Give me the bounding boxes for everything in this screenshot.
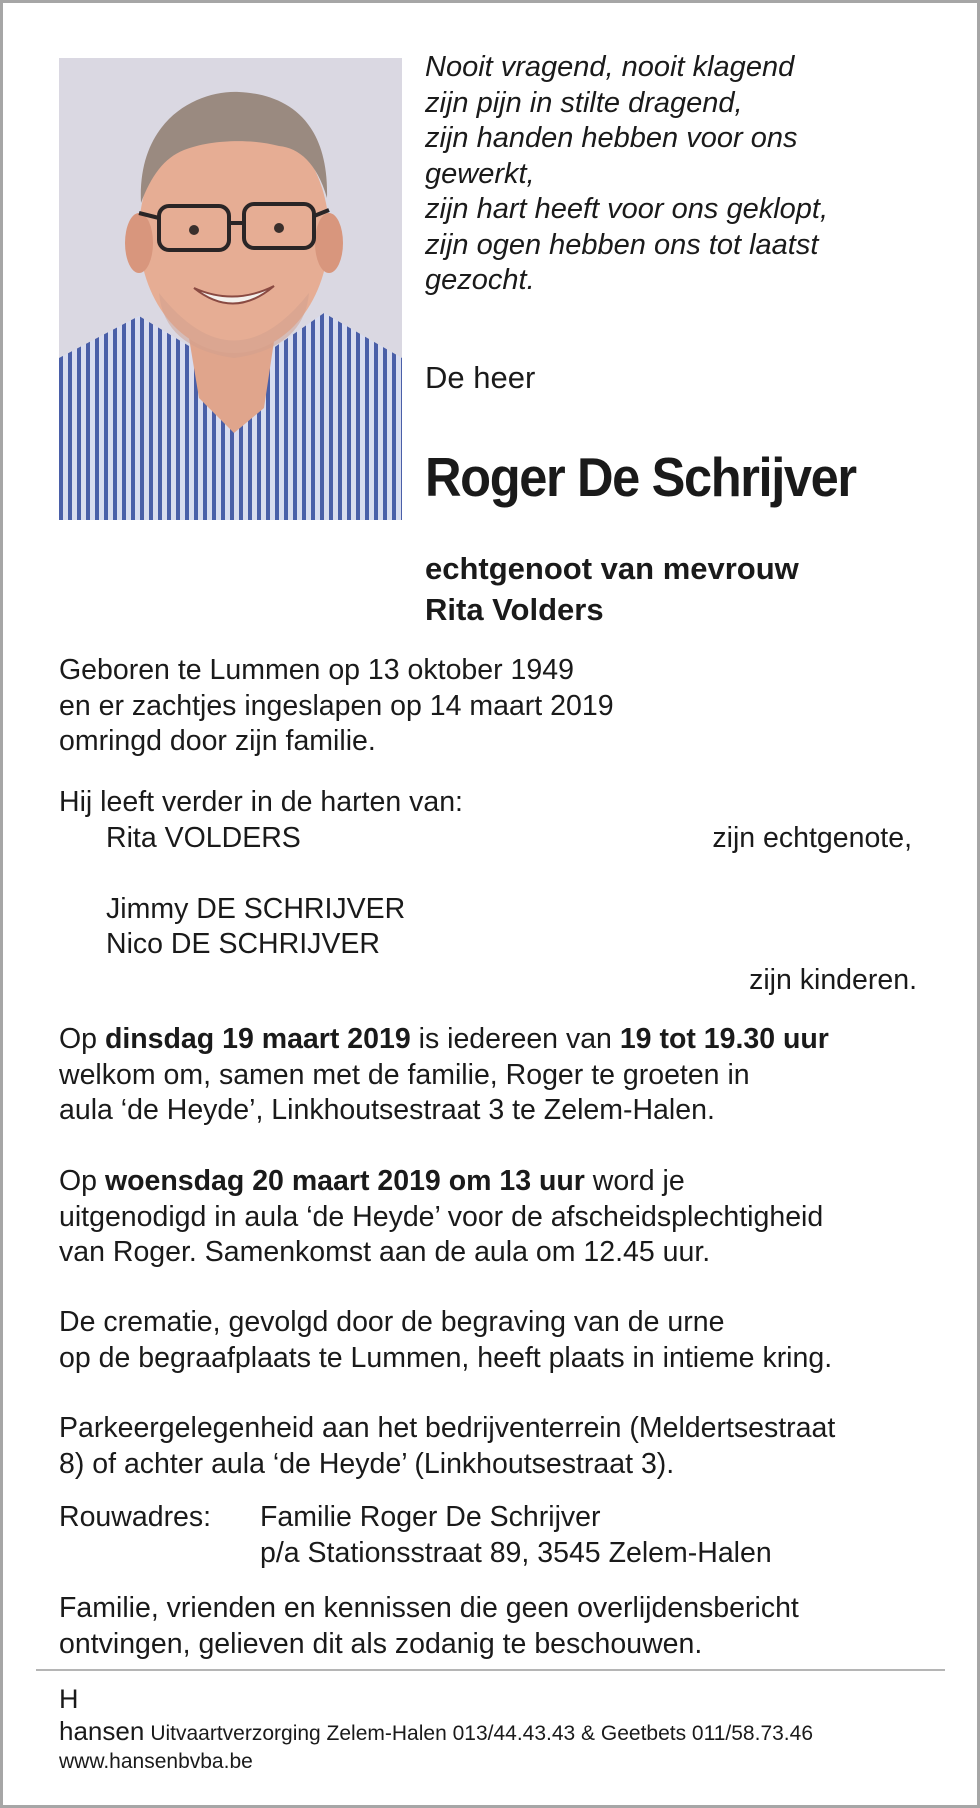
survivor-name: Jimmy DE SCHRIJVER xyxy=(106,892,406,925)
spouse-line: Rita Volders xyxy=(425,592,604,627)
text-line: uitgenodigd in aula ‘de Heyde’ voor de afscheidsplechtigheid xyxy=(59,1200,824,1233)
company-logo-mark: H xyxy=(59,1684,79,1714)
text-line xyxy=(59,1164,939,1200)
visitation-time: 19 tot 19.30 uur xyxy=(619,1023,829,1055)
company-details: Uitvaartverzorging Zelem-Halen 013/44.43.43 & Geetbets 011/58.73.46 xyxy=(150,1722,813,1745)
address-line: p/a Stationsstraat 89, 3545 Zelem-Halen xyxy=(260,1536,772,1569)
text-line: De crematie, gevolgd door de begraving van de urne xyxy=(59,1306,725,1338)
parking-paragraph xyxy=(59,1411,939,1482)
spacer-row xyxy=(59,856,939,892)
survivor-name: Rita VOLDERS xyxy=(106,821,301,854)
text-line: 8) of achter aula ‘de Heyde’ (Linkhoutsestraat 3). xyxy=(59,1447,675,1480)
text-fragment: is iedereen van xyxy=(410,1023,620,1055)
address-label: Rouwadres: xyxy=(59,1501,212,1533)
text-line: van Roger. Samenkomst aan de aula om 12.45 uur. xyxy=(59,1236,711,1268)
text-fragment: Op xyxy=(59,1165,105,1197)
poem-line: zijn handen hebben voor ons xyxy=(425,122,798,154)
poem-line: zijn pijn in stilte dragend, xyxy=(425,86,743,119)
survivor-role: zijn kinderen. xyxy=(749,963,917,996)
company-brand: hansen xyxy=(59,1716,145,1746)
spouse-line: echtgenoot van mevrouw xyxy=(425,551,799,586)
ceremony-paragraph xyxy=(59,1164,939,1271)
poem-line: Nooit vragend, nooit klagend xyxy=(425,51,795,83)
address-row xyxy=(59,1536,939,1572)
birth-paragraph xyxy=(59,653,939,760)
portrait-illustration xyxy=(59,58,402,520)
text-line: Geboren te Lummen op 13 oktober 1949 xyxy=(59,654,574,686)
honorific: De heer xyxy=(425,360,536,395)
company-website[interactable]: www.hansenbvba.be xyxy=(59,1750,253,1773)
survivor-row xyxy=(59,892,939,928)
text-line: Parkeergelegenheid aan het bedrijventerrein (Meldertsestraat xyxy=(59,1412,836,1444)
text-line: en er zachtjes ingeslapen op 14 maart 2019 xyxy=(59,689,614,722)
survivors-intro: Hij leeft verder in de harten van: xyxy=(59,786,463,818)
address-block xyxy=(59,1500,939,1571)
text-line: omringd door zijn familie. xyxy=(59,725,376,757)
survivor-row xyxy=(59,821,939,857)
poem-line: gezocht. xyxy=(425,264,535,296)
text-line: welkom om, samen met de familie, Roger te groeten in xyxy=(59,1058,750,1091)
text-line: Familie, vrienden en kennissen die geen overlijdensbericht xyxy=(59,1592,799,1624)
text-line: aula ‘de Heyde’, Linkhoutsestraat 3 te Zelem-Halen. xyxy=(59,1094,715,1126)
survivor-row xyxy=(59,963,939,999)
spouse-info xyxy=(425,548,799,630)
survivor-name: Nico DE SCHRIJVER xyxy=(106,928,380,960)
text-line: op de begraafplaats te Lummen, heeft plaats in intieme kring. xyxy=(59,1341,833,1374)
portrait-photo xyxy=(59,58,402,520)
text-fragment: word je xyxy=(584,1165,685,1197)
ceremony-datetime: woensdag 20 maart 2019 om 13 uur xyxy=(104,1165,585,1197)
closing-paragraph xyxy=(59,1591,939,1662)
text-line: ontvingen, gelieven dit als zodanig te beschouwen. xyxy=(59,1627,703,1660)
company-info xyxy=(59,1716,813,1747)
text-fragment: Op xyxy=(59,1023,105,1055)
address-line: Familie Roger De Schrijver xyxy=(260,1501,601,1533)
survivor-row xyxy=(59,927,939,963)
survivor-role: zijn echtgenote, xyxy=(712,821,912,854)
memorial-poem xyxy=(425,50,925,299)
poem-line: zijn hart heeft voor ons geklopt, xyxy=(425,193,829,225)
cremation-paragraph xyxy=(59,1305,939,1376)
visitation-date: dinsdag 19 maart 2019 xyxy=(104,1023,411,1055)
text-line xyxy=(59,1022,939,1058)
address-row xyxy=(59,1500,939,1536)
poem-line: gewerkt, xyxy=(425,157,535,190)
poem-line: zijn ogen hebben ons tot laatst xyxy=(425,228,819,261)
deceased-name: Roger De Schrijver xyxy=(425,446,856,508)
footer-divider xyxy=(36,1669,945,1671)
survivors-section xyxy=(59,785,939,998)
visitation-paragraph xyxy=(59,1022,939,1129)
